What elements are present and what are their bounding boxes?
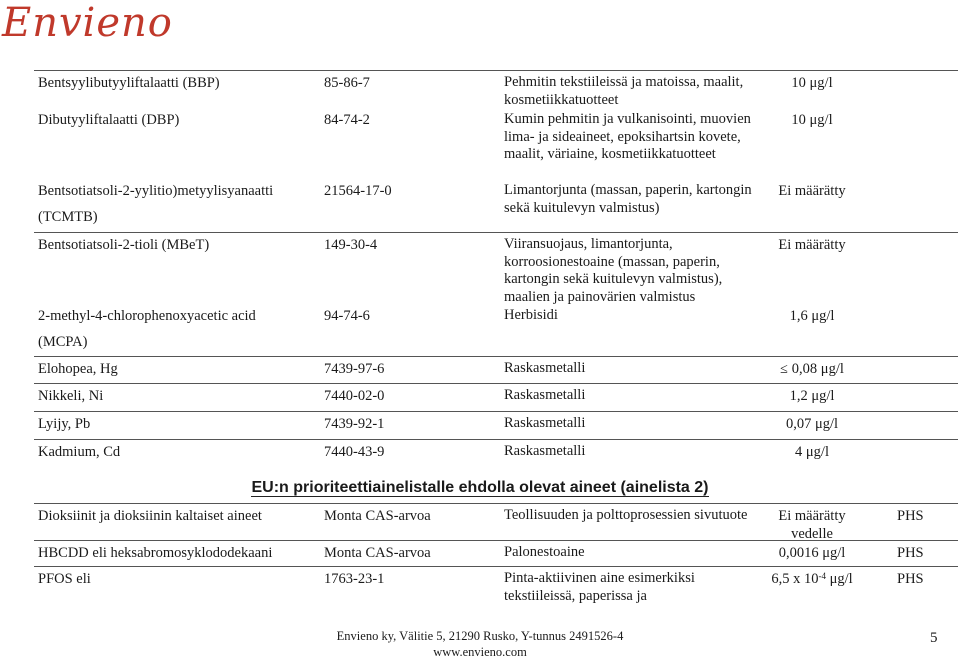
limit-base: 6,5 x 10 [771, 571, 819, 587]
limit-value: Ei määrätty [778, 183, 846, 199]
less-equal-symbol: ≤ [780, 362, 788, 377]
substance-name: Elohopea, Hg [38, 361, 118, 377]
table-row [34, 356, 958, 384]
cas-number: 84-74-2 [324, 112, 370, 128]
substance-name: Bentsyylibutyyliftalaatti (BBP) [38, 75, 220, 91]
cas-number: 85-86-7 [324, 75, 370, 91]
substance-name [38, 307, 318, 351]
limit-unit: μg/l [825, 571, 853, 587]
usage-text: Limantorjunta (massan, paperin, kartongin sekä kuitulevyn valmistus) [504, 182, 752, 216]
table-row [34, 503, 958, 541]
substance-name: Dioksiinit ja dioksiinin kaltaiset aineet [38, 508, 262, 524]
usage-text: Pinta-aktiivinen aine esimerkiksi tekstiileissä, paperissa ja [504, 570, 695, 604]
limit-value: 10 μg/l [791, 75, 833, 91]
page-number: 5 [930, 630, 938, 646]
cas-number: 7440-02-0 [324, 388, 385, 404]
limit-value [762, 360, 862, 379]
substance-name: PFOS eli [38, 571, 91, 587]
usage-text: Teollisuuden ja polttoprosessien sivutuote [504, 507, 748, 523]
substance-name: Kadmium, Cd [38, 444, 121, 460]
usage-text: Herbisidi [504, 307, 558, 323]
table-row [34, 411, 958, 440]
table-row [34, 566, 958, 613]
table-row [34, 304, 958, 354]
footer-website: www.envieno.com [433, 645, 527, 659]
limit-value: Ei määrätty [778, 237, 846, 253]
usage-text: Kumin pehmitin ja vulkanisointi, muovien lima- ja sideaineet, epoksihartsin kovete, maalit, väriaine, kosmetiikkatuotteet [504, 111, 751, 162]
limit-value: 4 μg/l [795, 444, 829, 460]
table-row [34, 540, 958, 566]
substance-name: Bentsotiatsoli-2-tioli (MBeT) [38, 237, 210, 253]
usage-text: Viiransuojaus, limantorjunta, korroosionestoaine (massan, paperin, kartongin sekä kuitulevyn valmistus), maalien ja painovärien valmistus [504, 236, 723, 305]
limit-value [762, 570, 862, 588]
limit-value: 0,0016 μg/l [778, 545, 846, 561]
footer-address: Envieno ky, Välitie 5, 21290 Rusko, Y-tunnus 2491526-4 [336, 629, 624, 643]
cas-number: 7439-92-1 [324, 416, 385, 432]
cas-number: 149-30-4 [324, 237, 378, 253]
phs-flag: PHS [897, 571, 924, 587]
phs-flag: PHS [897, 545, 924, 561]
substance-name: Nikkeli, Ni [38, 388, 104, 404]
usage-text: Raskasmetalli [504, 415, 586, 431]
table-row [34, 383, 958, 412]
company-logo: Envieno [2, 0, 173, 46]
substance-name-line1: 2-methyl-4-chlorophenoxyacetic acid [38, 308, 256, 324]
usage-text: Palonestoaine [504, 544, 585, 560]
limit-exponent: -4 [818, 571, 826, 581]
substance-name: Dibutyyliftalaatti (DBP) [38, 112, 180, 128]
cas-number: 7439-97-6 [324, 361, 385, 377]
cas-number: 21564-17-0 [324, 183, 392, 199]
limit-value: Ei määrätty vedelle [778, 508, 846, 542]
cas-number: 7440-43-9 [324, 444, 385, 460]
limit-value: 1,6 μg/l [789, 308, 835, 324]
cas-number: 94-74-6 [324, 308, 370, 324]
table-row [34, 232, 958, 307]
limit-value: 10 μg/l [791, 112, 833, 128]
limit-value: 1,2 μg/l [789, 388, 835, 404]
substance-name-line1: Bentsotiatsoli-2-yylitio)metyylisyanaatti [38, 183, 274, 199]
substance-name: HBCDD eli heksabromosyklododekaani [38, 545, 273, 561]
phs-flag: PHS [897, 508, 924, 524]
table-row [34, 70, 958, 109]
limit-number: 0,08 μg/l [791, 361, 844, 377]
table-row [34, 108, 958, 180]
substance-name [38, 182, 318, 226]
usage-text: Raskasmetalli [504, 387, 586, 403]
cas-number: Monta CAS-arvoa [324, 545, 431, 561]
usage-text: Pehmitin tekstiileissä ja matoissa, maalit, kosmetiikkatuotteet [504, 74, 744, 108]
limit-value: 0,07 μg/l [785, 416, 839, 432]
usage-text: Raskasmetalli [504, 360, 586, 376]
section-heading [0, 479, 960, 497]
usage-text: Raskasmetalli [504, 443, 586, 459]
substance-name-line2: (MCPA) [38, 334, 88, 350]
section-heading-text: EU:n prioriteettiainelistalle ehdolla olevat aineet (ainelista 2) [251, 479, 709, 496]
cas-number: Monta CAS-arvoa [324, 508, 431, 524]
substance-name-line2: (TCMTB) [38, 209, 98, 225]
page-footer [0, 628, 960, 660]
table-row [34, 439, 958, 468]
cas-number: 1763-23-1 [324, 571, 385, 587]
substance-name: Lyijy, Pb [38, 416, 91, 432]
table-row [34, 179, 958, 231]
